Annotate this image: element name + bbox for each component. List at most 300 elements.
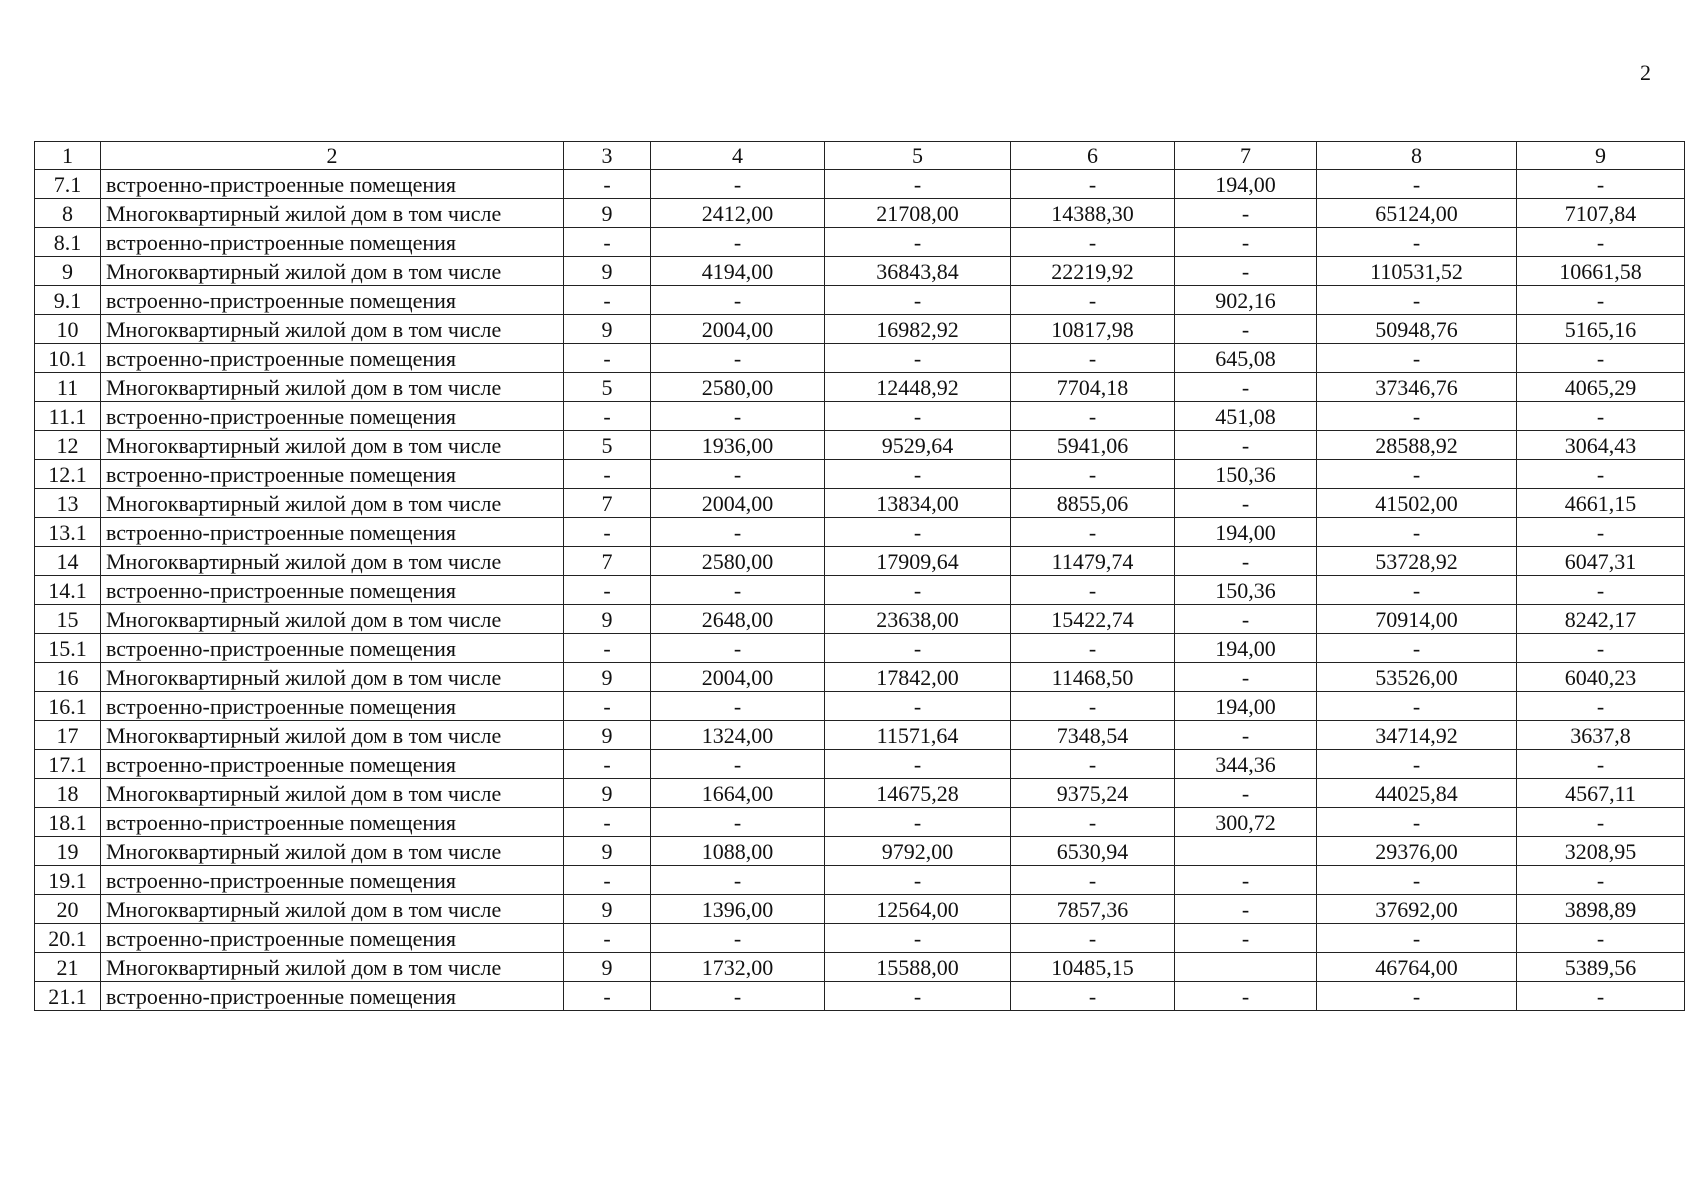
col8-cell: 110531,52	[1317, 257, 1517, 286]
header-cell: 6	[1011, 142, 1175, 170]
description-cell: Многоквартирный жилой дом в том числе	[101, 953, 564, 982]
col3-cell: 9	[564, 663, 651, 692]
col4-cell: 1396,00	[651, 895, 825, 924]
col6-cell: 7704,18	[1011, 373, 1175, 402]
col7-cell: -	[1175, 924, 1317, 953]
col3-cell: -	[564, 286, 651, 315]
col9-cell: -	[1517, 518, 1685, 547]
col7-cell: -	[1175, 228, 1317, 257]
col3-cell: -	[564, 518, 651, 547]
row-number-cell: 10.1	[35, 344, 101, 373]
row-number-cell: 14	[35, 547, 101, 576]
col8-cell: -	[1317, 866, 1517, 895]
row-number-cell: 13.1	[35, 518, 101, 547]
col3-cell: -	[564, 170, 651, 199]
col4-cell: 2004,00	[651, 663, 825, 692]
col5-cell: 17842,00	[825, 663, 1011, 692]
col3-cell: 9	[564, 721, 651, 750]
row-number-cell: 12.1	[35, 460, 101, 489]
table-row	[35, 953, 1685, 982]
table-row	[35, 431, 1685, 460]
col3-cell: -	[564, 692, 651, 721]
col6-cell: 6530,94	[1011, 837, 1175, 866]
description-cell: Многоквартирный жилой дом в том числе	[101, 895, 564, 924]
col6-cell: -	[1011, 866, 1175, 895]
table-row	[35, 866, 1685, 895]
col5-cell: 17909,64	[825, 547, 1011, 576]
col6-cell: 7857,36	[1011, 895, 1175, 924]
description-cell: Многоквартирный жилой дом в том числе	[101, 547, 564, 576]
description-cell: встроенно-пристроенные помещения	[101, 170, 564, 199]
col6-cell: 11468,50	[1011, 663, 1175, 692]
header-cell: 8	[1317, 142, 1517, 170]
col5-cell: 14675,28	[825, 779, 1011, 808]
col8-cell: 50948,76	[1317, 315, 1517, 344]
col8-cell: -	[1317, 170, 1517, 199]
row-number-cell: 15	[35, 605, 101, 634]
col9-cell: -	[1517, 402, 1685, 431]
table-row	[35, 663, 1685, 692]
description-cell: встроенно-пристроенные помещения	[101, 750, 564, 779]
col8-cell: 44025,84	[1317, 779, 1517, 808]
col9-cell: 10661,58	[1517, 257, 1685, 286]
col4-cell: 1324,00	[651, 721, 825, 750]
col3-cell: 9	[564, 199, 651, 228]
page-number: 2	[1640, 60, 1651, 85]
row-number-cell: 9.1	[35, 286, 101, 315]
col7-cell: 194,00	[1175, 634, 1317, 663]
row-number-cell: 17.1	[35, 750, 101, 779]
col9-cell: -	[1517, 692, 1685, 721]
header-cell: 5	[825, 142, 1011, 170]
table-row	[35, 402, 1685, 431]
col8-cell: -	[1317, 692, 1517, 721]
col3-cell: 5	[564, 431, 651, 460]
col5-cell: -	[825, 170, 1011, 199]
table-row	[35, 721, 1685, 750]
col5-cell: 21708,00	[825, 199, 1011, 228]
col9-cell: -	[1517, 228, 1685, 257]
col7-cell: -	[1175, 489, 1317, 518]
col6-cell: 10817,98	[1011, 315, 1175, 344]
description-cell: Многоквартирный жилой дом в том числе	[101, 199, 564, 228]
col3-cell: 9	[564, 257, 651, 286]
row-number-cell: 16.1	[35, 692, 101, 721]
row-number-cell: 13	[35, 489, 101, 518]
col9-cell: -	[1517, 866, 1685, 895]
table-header-row	[35, 142, 1685, 170]
col5-cell: 16982,92	[825, 315, 1011, 344]
header-cell: 2	[101, 142, 564, 170]
description-cell: Многоквартирный жилой дом в том числе	[101, 721, 564, 750]
col8-cell: 41502,00	[1317, 489, 1517, 518]
col5-cell: -	[825, 518, 1011, 547]
col9-cell: 5165,16	[1517, 315, 1685, 344]
col4-cell: 1088,00	[651, 837, 825, 866]
col5-cell: -	[825, 924, 1011, 953]
col9-cell: 3637,8	[1517, 721, 1685, 750]
col6-cell: -	[1011, 808, 1175, 837]
col7-cell: -	[1175, 663, 1317, 692]
col3-cell: -	[564, 808, 651, 837]
col5-cell: 11571,64	[825, 721, 1011, 750]
col5-cell: -	[825, 750, 1011, 779]
col6-cell: -	[1011, 982, 1175, 1011]
col4-cell: -	[651, 750, 825, 779]
description-cell: встроенно-пристроенные помещения	[101, 866, 564, 895]
col8-cell: -	[1317, 344, 1517, 373]
col4-cell: -	[651, 286, 825, 315]
row-number-cell: 14.1	[35, 576, 101, 605]
col6-cell: -	[1011, 518, 1175, 547]
col7-cell: 300,72	[1175, 808, 1317, 837]
col3-cell: 5	[564, 373, 651, 402]
col6-cell: 9375,24	[1011, 779, 1175, 808]
description-cell: Многоквартирный жилой дом в том числе	[101, 257, 564, 286]
col8-cell: 28588,92	[1317, 431, 1517, 460]
col9-cell: -	[1517, 170, 1685, 199]
col3-cell: 9	[564, 779, 651, 808]
row-number-cell: 17	[35, 721, 101, 750]
description-cell: встроенно-пристроенные помещения	[101, 982, 564, 1011]
col8-cell: 53526,00	[1317, 663, 1517, 692]
description-cell: Многоквартирный жилой дом в том числе	[101, 779, 564, 808]
col6-cell: 11479,74	[1011, 547, 1175, 576]
description-cell: Многоквартирный жилой дом в том числе	[101, 373, 564, 402]
col6-cell: -	[1011, 692, 1175, 721]
col7-cell: 150,36	[1175, 460, 1317, 489]
col9-cell: 7107,84	[1517, 199, 1685, 228]
col3-cell: -	[564, 866, 651, 895]
description-cell: Многоквартирный жилой дом в том числе	[101, 315, 564, 344]
row-number-cell: 11	[35, 373, 101, 402]
col4-cell: -	[651, 692, 825, 721]
col9-cell: -	[1517, 924, 1685, 953]
table-row	[35, 808, 1685, 837]
col6-cell: -	[1011, 402, 1175, 431]
col9-cell: 5389,56	[1517, 953, 1685, 982]
header-cell: 4	[651, 142, 825, 170]
col9-cell: 4567,11	[1517, 779, 1685, 808]
description-cell: встроенно-пристроенные помещения	[101, 344, 564, 373]
row-number-cell: 15.1	[35, 634, 101, 663]
table-row	[35, 605, 1685, 634]
table-row	[35, 373, 1685, 402]
col7-cell: -	[1175, 431, 1317, 460]
description-cell: Многоквартирный жилой дом в том числе	[101, 431, 564, 460]
col3-cell: 9	[564, 895, 651, 924]
col7-cell: -	[1175, 866, 1317, 895]
col9-cell: 3898,89	[1517, 895, 1685, 924]
col8-cell: 65124,00	[1317, 199, 1517, 228]
col8-cell: -	[1317, 460, 1517, 489]
row-number-cell: 19.1	[35, 866, 101, 895]
col8-cell: -	[1317, 228, 1517, 257]
table-row	[35, 170, 1685, 199]
col9-cell: -	[1517, 344, 1685, 373]
description-cell: Многоквартирный жилой дом в том числе	[101, 489, 564, 518]
col8-cell: -	[1317, 286, 1517, 315]
col6-cell: -	[1011, 344, 1175, 373]
col7-cell: -	[1175, 315, 1317, 344]
col5-cell: -	[825, 402, 1011, 431]
col4-cell: -	[651, 866, 825, 895]
col4-cell: -	[651, 344, 825, 373]
col9-cell: -	[1517, 808, 1685, 837]
col8-cell: 70914,00	[1317, 605, 1517, 634]
col8-cell: -	[1317, 750, 1517, 779]
col6-cell: 15422,74	[1011, 605, 1175, 634]
table-row	[35, 837, 1685, 866]
col4-cell: 2004,00	[651, 489, 825, 518]
col3-cell: -	[564, 402, 651, 431]
description-cell: встроенно-пристроенные помещения	[101, 402, 564, 431]
table-row	[35, 344, 1685, 373]
description-cell: Многоквартирный жилой дом в том числе	[101, 663, 564, 692]
col3-cell: 9	[564, 605, 651, 634]
col3-cell: -	[564, 344, 651, 373]
col6-cell: -	[1011, 460, 1175, 489]
description-cell: встроенно-пристроенные помещения	[101, 634, 564, 663]
table-row	[35, 779, 1685, 808]
col8-cell: 53728,92	[1317, 547, 1517, 576]
table-row	[35, 286, 1685, 315]
row-number-cell: 19	[35, 837, 101, 866]
col9-cell: 4661,15	[1517, 489, 1685, 518]
col8-cell: -	[1317, 402, 1517, 431]
data-table	[34, 141, 1685, 1011]
row-number-cell: 8.1	[35, 228, 101, 257]
table-row	[35, 547, 1685, 576]
col7-cell: -	[1175, 779, 1317, 808]
col8-cell: 46764,00	[1317, 953, 1517, 982]
col4-cell: 2580,00	[651, 373, 825, 402]
col8-cell: -	[1317, 634, 1517, 663]
col6-cell: -	[1011, 228, 1175, 257]
col5-cell: 9792,00	[825, 837, 1011, 866]
row-number-cell: 20	[35, 895, 101, 924]
col5-cell: -	[825, 982, 1011, 1011]
col8-cell: -	[1317, 518, 1517, 547]
col9-cell: -	[1517, 634, 1685, 663]
table-row	[35, 460, 1685, 489]
col7-cell: -	[1175, 721, 1317, 750]
col4-cell: 4194,00	[651, 257, 825, 286]
row-number-cell: 16	[35, 663, 101, 692]
col5-cell: -	[825, 286, 1011, 315]
col3-cell: -	[564, 750, 651, 779]
col7-cell: 902,16	[1175, 286, 1317, 315]
col3-cell: 7	[564, 547, 651, 576]
col8-cell: 37346,76	[1317, 373, 1517, 402]
row-number-cell: 12	[35, 431, 101, 460]
table-row	[35, 924, 1685, 953]
col7-cell: -	[1175, 257, 1317, 286]
col9-cell: -	[1517, 576, 1685, 605]
col6-cell: -	[1011, 750, 1175, 779]
col7-cell: 451,08	[1175, 402, 1317, 431]
table-row	[35, 634, 1685, 663]
col6-cell: -	[1011, 286, 1175, 315]
col8-cell: 34714,92	[1317, 721, 1517, 750]
col9-cell: -	[1517, 460, 1685, 489]
col8-cell: 37692,00	[1317, 895, 1517, 924]
row-number-cell: 7.1	[35, 170, 101, 199]
header-cell: 9	[1517, 142, 1685, 170]
col4-cell: -	[651, 924, 825, 953]
col3-cell: 7	[564, 489, 651, 518]
col8-cell: -	[1317, 808, 1517, 837]
table-row	[35, 489, 1685, 518]
col5-cell: 12564,00	[825, 895, 1011, 924]
col8-cell: 29376,00	[1317, 837, 1517, 866]
row-number-cell: 21	[35, 953, 101, 982]
col6-cell: 22219,92	[1011, 257, 1175, 286]
col6-cell: 14388,30	[1011, 199, 1175, 228]
col4-cell: 1664,00	[651, 779, 825, 808]
table-row	[35, 692, 1685, 721]
col4-cell: -	[651, 402, 825, 431]
col9-cell: -	[1517, 750, 1685, 779]
description-cell: встроенно-пристроенные помещения	[101, 924, 564, 953]
col5-cell: -	[825, 576, 1011, 605]
col4-cell: 2648,00	[651, 605, 825, 634]
col4-cell: 2412,00	[651, 199, 825, 228]
col4-cell: 1732,00	[651, 953, 825, 982]
col7-cell: -	[1175, 982, 1317, 1011]
col8-cell: -	[1317, 982, 1517, 1011]
col9-cell: -	[1517, 286, 1685, 315]
description-cell: Многоквартирный жилой дом в том числе	[101, 605, 564, 634]
col7-cell: 194,00	[1175, 692, 1317, 721]
col7-cell: 194,00	[1175, 170, 1317, 199]
col5-cell: -	[825, 808, 1011, 837]
col7-cell: -	[1175, 547, 1317, 576]
col6-cell: 7348,54	[1011, 721, 1175, 750]
description-cell: встроенно-пристроенные помещения	[101, 576, 564, 605]
col5-cell: 23638,00	[825, 605, 1011, 634]
col5-cell: 13834,00	[825, 489, 1011, 518]
col5-cell: 12448,92	[825, 373, 1011, 402]
col4-cell: -	[651, 634, 825, 663]
col9-cell: 3208,95	[1517, 837, 1685, 866]
col5-cell: -	[825, 866, 1011, 895]
table-row	[35, 315, 1685, 344]
col5-cell: -	[825, 460, 1011, 489]
header-cell: 3	[564, 142, 651, 170]
col7-cell: -	[1175, 895, 1317, 924]
description-cell: встроенно-пристроенные помещения	[101, 286, 564, 315]
row-number-cell: 9	[35, 257, 101, 286]
col3-cell: -	[564, 924, 651, 953]
col9-cell: 4065,29	[1517, 373, 1685, 402]
col7-cell: 150,36	[1175, 576, 1317, 605]
table-row	[35, 576, 1685, 605]
col9-cell: 6040,23	[1517, 663, 1685, 692]
col6-cell: -	[1011, 924, 1175, 953]
table-row	[35, 228, 1685, 257]
col5-cell: 15588,00	[825, 953, 1011, 982]
col4-cell: -	[651, 228, 825, 257]
description-cell: встроенно-пристроенные помещения	[101, 518, 564, 547]
table-row	[35, 750, 1685, 779]
col9-cell: -	[1517, 982, 1685, 1011]
col6-cell: 10485,15	[1011, 953, 1175, 982]
col4-cell: 2004,00	[651, 315, 825, 344]
col5-cell: 9529,64	[825, 431, 1011, 460]
col7-cell: 194,00	[1175, 518, 1317, 547]
table-row	[35, 257, 1685, 286]
col9-cell: 3064,43	[1517, 431, 1685, 460]
header-cell: 1	[35, 142, 101, 170]
col3-cell: -	[564, 228, 651, 257]
col7-cell: -	[1175, 605, 1317, 634]
table-body	[35, 142, 1685, 1011]
col5-cell: 36843,84	[825, 257, 1011, 286]
col4-cell: 1936,00	[651, 431, 825, 460]
col7-cell: 344,36	[1175, 750, 1317, 779]
col4-cell: -	[651, 576, 825, 605]
col4-cell: -	[651, 808, 825, 837]
col6-cell: -	[1011, 634, 1175, 663]
col5-cell: -	[825, 634, 1011, 663]
col3-cell: 9	[564, 953, 651, 982]
col9-cell: 8242,17	[1517, 605, 1685, 634]
row-number-cell: 10	[35, 315, 101, 344]
col4-cell: -	[651, 460, 825, 489]
header-cell: 7	[1175, 142, 1317, 170]
col5-cell: -	[825, 344, 1011, 373]
col3-cell: -	[564, 634, 651, 663]
row-number-cell: 18.1	[35, 808, 101, 837]
description-cell: встроенно-пристроенные помещения	[101, 692, 564, 721]
col7-cell: 645,08	[1175, 344, 1317, 373]
col3-cell: 9	[564, 315, 651, 344]
col9-cell: 6047,31	[1517, 547, 1685, 576]
row-number-cell: 8	[35, 199, 101, 228]
description-cell: встроенно-пристроенные помещения	[101, 460, 564, 489]
row-number-cell: 18	[35, 779, 101, 808]
table-row	[35, 518, 1685, 547]
col3-cell: -	[564, 576, 651, 605]
col7-cell	[1175, 953, 1317, 982]
col6-cell: 5941,06	[1011, 431, 1175, 460]
col6-cell: -	[1011, 170, 1175, 199]
description-cell: встроенно-пристроенные помещения	[101, 808, 564, 837]
col5-cell: -	[825, 228, 1011, 257]
col6-cell: 8855,06	[1011, 489, 1175, 518]
description-cell: встроенно-пристроенные помещения	[101, 228, 564, 257]
col4-cell: -	[651, 170, 825, 199]
col3-cell: -	[564, 982, 651, 1011]
row-number-cell: 20.1	[35, 924, 101, 953]
table-row	[35, 199, 1685, 228]
col8-cell: -	[1317, 576, 1517, 605]
col3-cell: -	[564, 460, 651, 489]
col4-cell: -	[651, 518, 825, 547]
table-row	[35, 982, 1685, 1011]
col7-cell: -	[1175, 373, 1317, 402]
row-number-cell: 11.1	[35, 402, 101, 431]
col4-cell: 2580,00	[651, 547, 825, 576]
col5-cell: -	[825, 692, 1011, 721]
description-cell: Многоквартирный жилой дом в том числе	[101, 837, 564, 866]
col3-cell: 9	[564, 837, 651, 866]
col6-cell: -	[1011, 576, 1175, 605]
table-row	[35, 895, 1685, 924]
col7-cell: -	[1175, 199, 1317, 228]
col8-cell: -	[1317, 924, 1517, 953]
